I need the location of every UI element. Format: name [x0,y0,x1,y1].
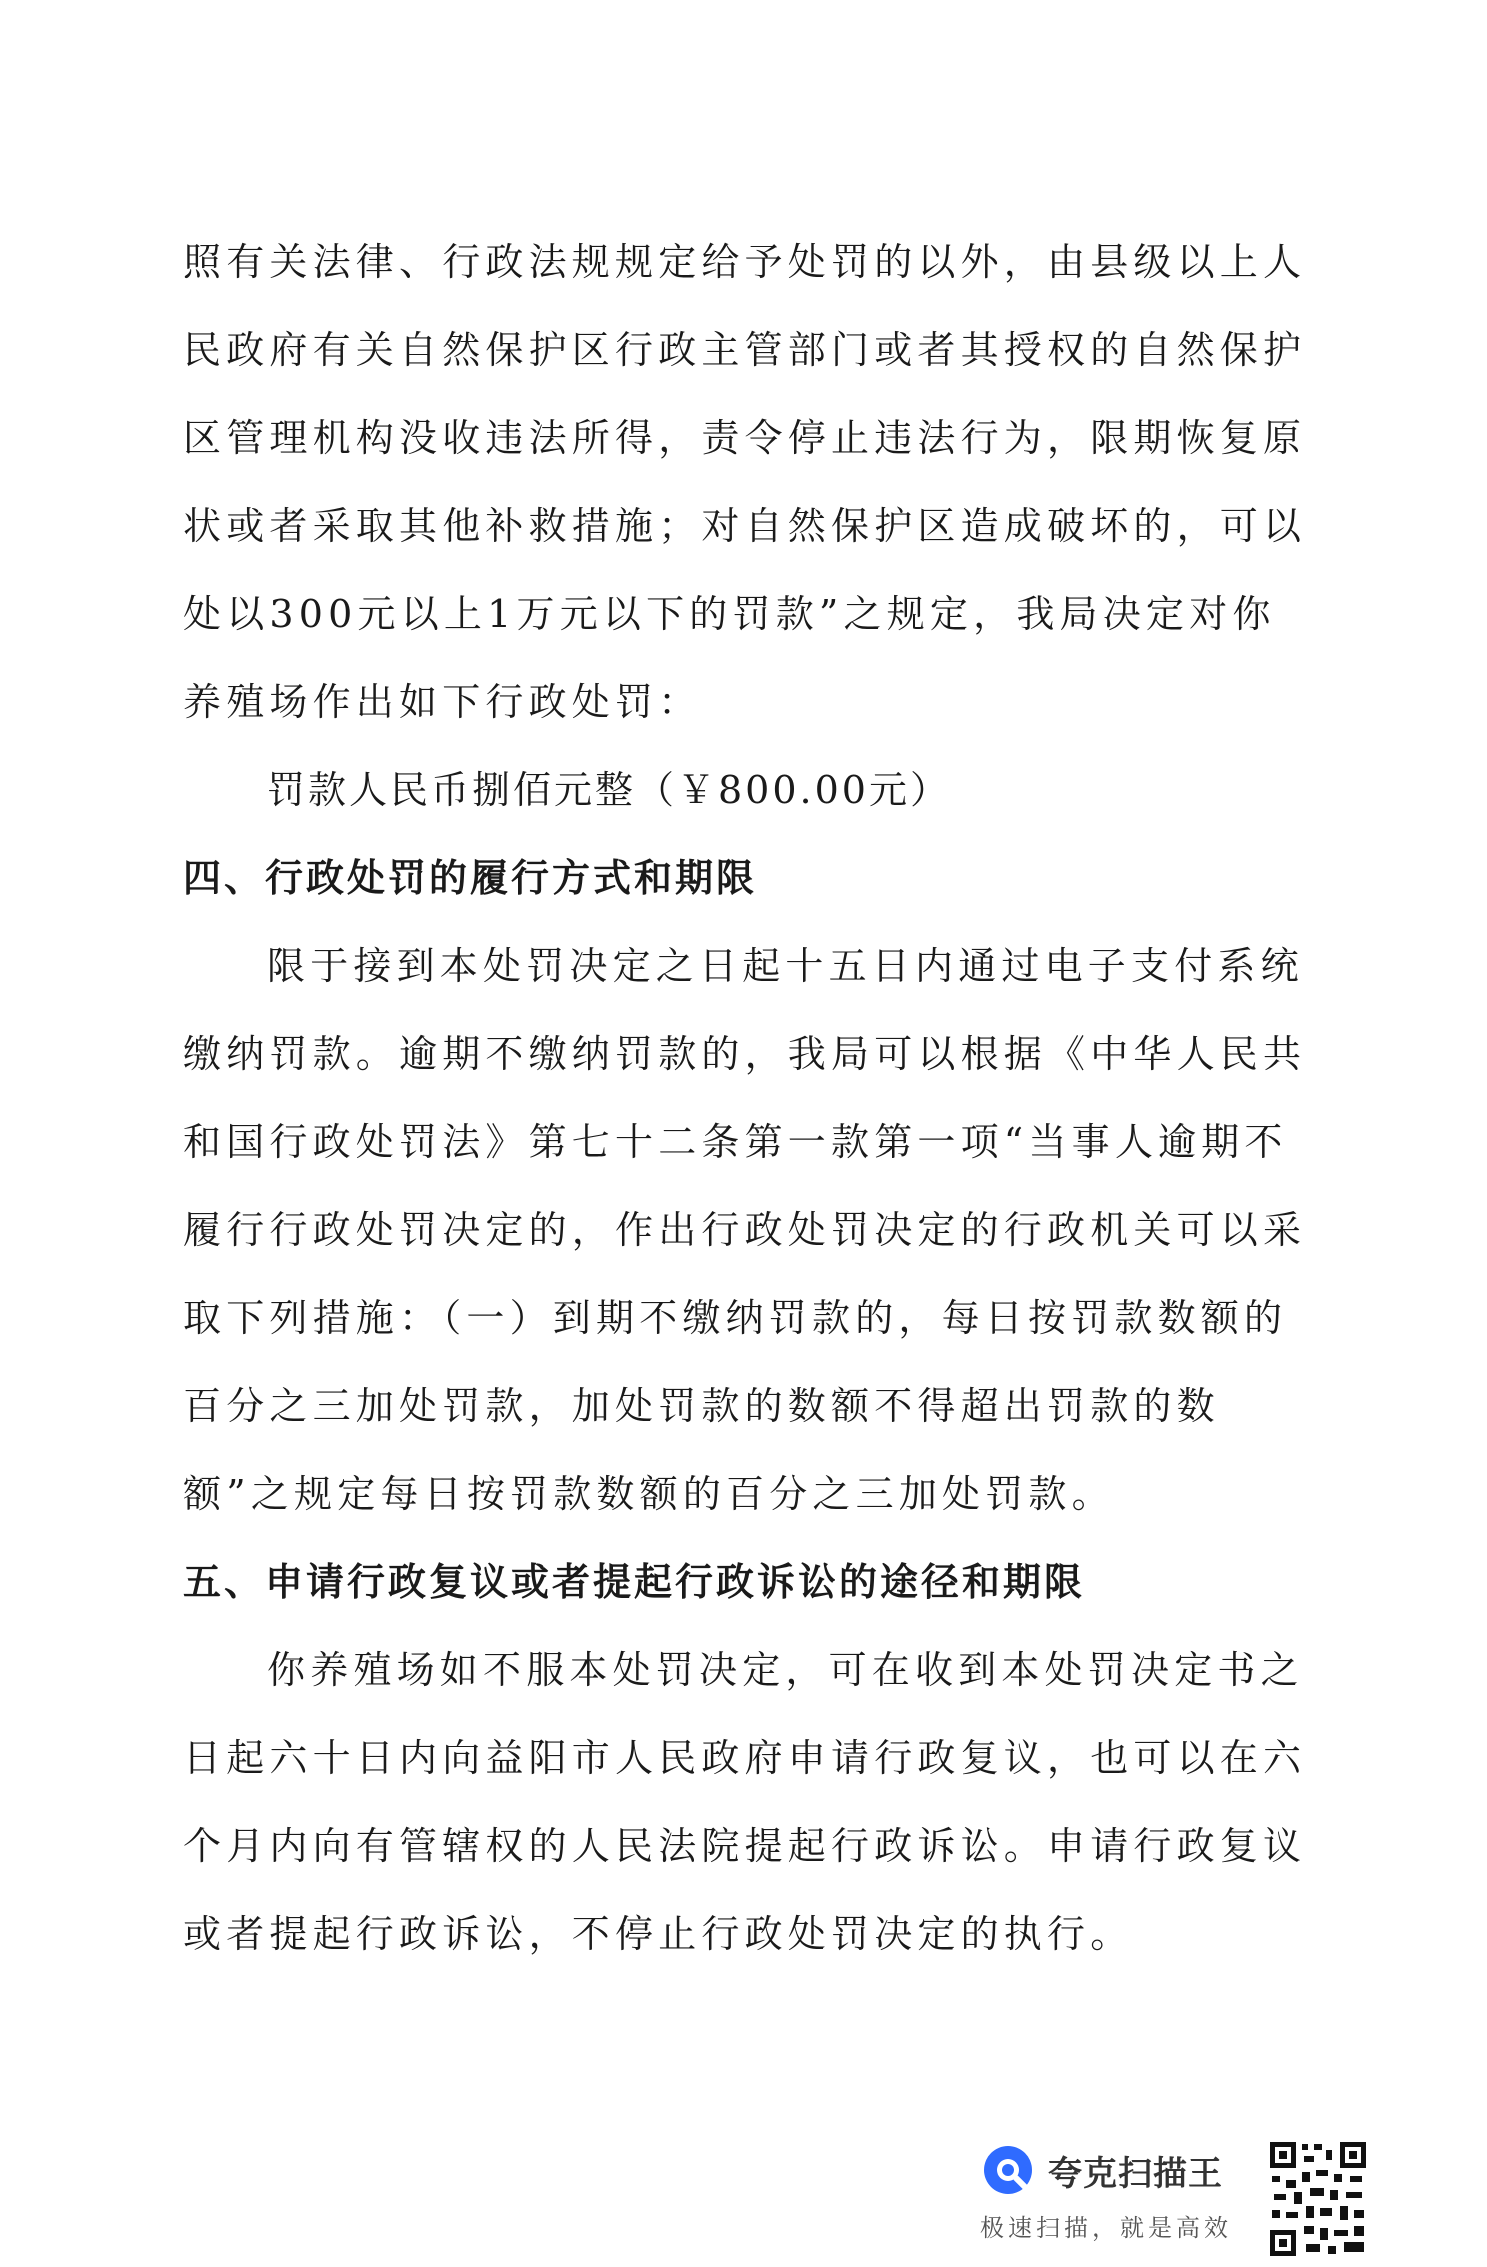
document-body [183,218,1313,1978]
paragraph-fine-amount: 罚款人民币捌佰元整（￥800.00元） [267,768,951,812]
watermark-slogan: 极速扫描，就是高效 [980,2214,1232,2242]
watermark-brand: 夸克扫描王 [1048,2154,1223,2194]
paragraph-appeal-terms: 你养殖场如不服本处罚决定，可在收到本处罚决定书之日起六十日内向益阳市人民政府申请行政复议，也可以在六个月内向有管辖权的人民法院提起行政诉讼。申请行政复议或者提起行政诉讼，不停止行政处罚决定的执行。 [183,1648,1307,1956]
paragraph-payment-terms: 限于接到本处罚决定之日起十五日内通过电子支付系统缴纳罚款。逾期不缴纳罚款的，我局可以根据《中华人民共和国行政处罚法》第七十二条第一款第一项“当事人逾期不履行行政处罚决定的，作出行政处罚决定的行政机关可以采取下列措施：（一）到期不缴纳罚款的，每日按罚款数额的百分之三加处罚款，加处罚款的数额不得超出罚款的数额”之规定每日按罚款数额的百分之三加处罚款。 [183,944,1307,1516]
section-heading-payment: 四、行政处罚的履行方式和期限 [183,856,758,900]
paragraph-penalty-basis: 照有关法律、行政法规规定给予处罚的以外，由县级以上人民政府有关自然保护区行政主管部门或者其授权的自然保护区管理机构没收违法所得，责令停止违法行为，限期恢复原状或者采取其他补救措施；对自然保护区造成破坏的，可以处以300元以上1万元以下的罚款”之规定，我局决定对你养殖场作出如下行政处罚： [183,240,1307,724]
quark-logo-icon [980,2142,1036,2198]
section-heading-appeal: 五、申请行政复议或者提起行政诉讼的途径和期限 [183,1560,1086,1604]
scanner-watermark [980,2142,1380,2262]
qr-code-icon [1268,2140,1368,2258]
